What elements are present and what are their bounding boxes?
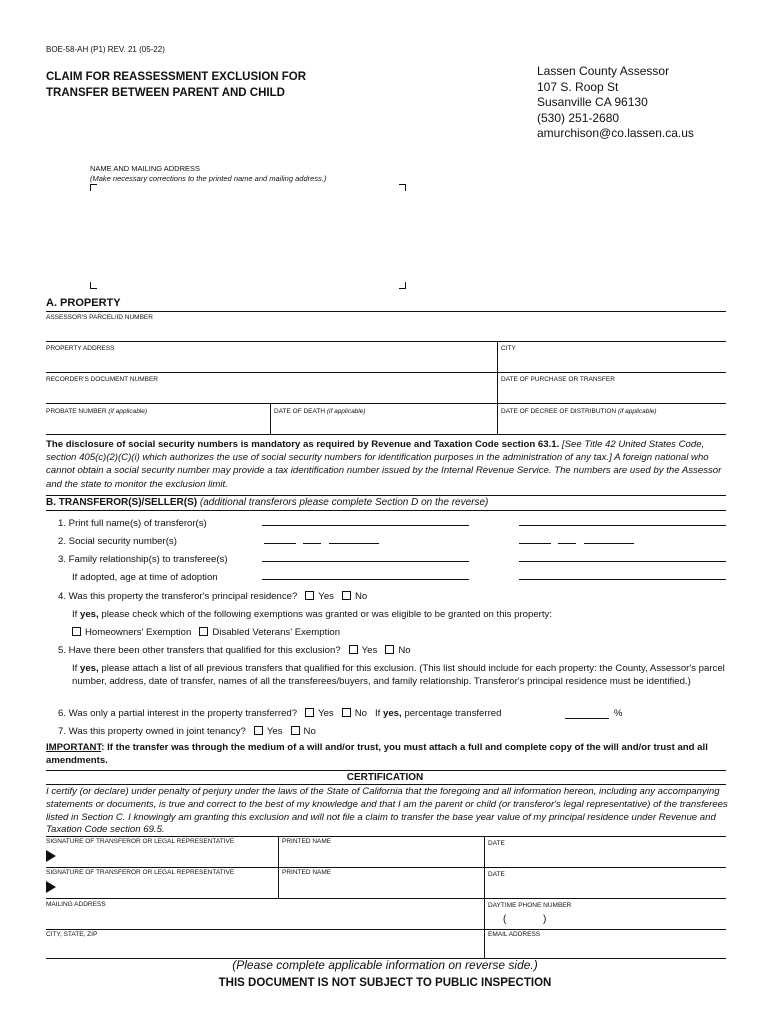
- field-divider: [46, 372, 726, 373]
- important-text: : If the transfer was through the medium of a will and/or trust, you must attach a full and complete copy of the will and/or trust and all amendments.: [46, 742, 708, 766]
- phone-open-paren: (: [503, 914, 507, 925]
- q5b-post: please attach a list of all previous transfers that qualified for this exclusion. (This list should include for each property: the County, Assessor's parcel number, address, date of transfer, names of all the transferees/buyers, and family relationship. Transferor's principal residence must be identified.): [72, 663, 725, 687]
- mailing-address-field-label: MAILING ADDRESS: [46, 901, 106, 908]
- address-window-corner: [90, 184, 97, 191]
- ssn-2-part-2-field[interactable]: [558, 543, 576, 544]
- daytime-phone-field[interactable]: [510, 912, 726, 928]
- assessor-city: Susanville CA 96130: [537, 95, 648, 109]
- q6-no-label: No: [354, 708, 367, 719]
- form-title-line-1: CLAIM FOR REASSESSMENT EXCLUSION FOR: [46, 71, 307, 83]
- certification-title: CERTIFICATION: [346, 772, 424, 783]
- death-note: (if applicable): [326, 408, 366, 415]
- section-divider: [46, 311, 726, 312]
- veterans-exemption-label: Disabled Veterans' Exemption: [212, 627, 341, 638]
- decree-note: (if applicable): [617, 408, 657, 415]
- q5b-if: If: [72, 663, 78, 674]
- field-divider: [46, 867, 726, 868]
- q6-label: 6. Was only a partial interest in the property transferred?: [58, 708, 298, 719]
- date-2-label: DATE: [488, 871, 505, 878]
- phone-close-paren: ): [543, 914, 547, 925]
- q7-row: [58, 725, 316, 738]
- q4b-post: please check which of the following exemptions was granted or was eligible to be granted on this property:: [101, 609, 553, 620]
- ssn-2-part-1-field[interactable]: [519, 543, 551, 544]
- field-divider: [497, 403, 498, 434]
- mailing-address-hint: (Make necessary corrections to the printed name and mailing address.): [90, 174, 327, 183]
- date-2-field[interactable]: [488, 879, 726, 897]
- decree-date-field[interactable]: [501, 416, 726, 434]
- q4b-text: [72, 608, 552, 621]
- q7-no-label: No: [303, 726, 316, 737]
- mailing-address-label: NAME AND MAILING ADDRESS: [90, 164, 201, 173]
- decree-label-text: DATE OF DECREE OF DISTRIBUTION: [501, 408, 617, 415]
- q4-no-checkbox[interactable]: [342, 591, 351, 600]
- q4-yes-label: Yes: [318, 591, 334, 602]
- q5-yes-checkbox[interactable]: [349, 645, 358, 654]
- q4b-if: If: [72, 609, 78, 620]
- reverse-side-note: (Please complete applicable information on reverse side.): [232, 958, 538, 972]
- parcel-number-label: ASSESSOR'S PARCEL/ID NUMBER: [46, 314, 153, 321]
- probate-label-text: PROBATE NUMBER: [46, 408, 107, 415]
- q6-no-checkbox[interactable]: [342, 708, 351, 717]
- q7-yes-label: Yes: [266, 726, 283, 737]
- section-divider: [46, 784, 726, 785]
- parcel-number-field[interactable]: [46, 322, 726, 340]
- probate-number-field[interactable]: [46, 416, 270, 434]
- section-a-title: A. PROPERTY: [46, 297, 121, 309]
- field-divider: [46, 836, 726, 837]
- q4-yes-checkbox[interactable]: [305, 591, 314, 600]
- adoption-age-1-field[interactable]: [262, 579, 469, 580]
- section-divider: [46, 495, 726, 496]
- q1-label: 1. Print full name(s) of transferor(s): [58, 518, 207, 529]
- relationship-2-field[interactable]: [519, 561, 726, 562]
- section-b-note: (additional transferors please complete Section D on the reverse): [199, 497, 489, 508]
- address-window-corner: [399, 184, 406, 191]
- section-divider: [46, 770, 726, 771]
- form-id: BOE-58-AH (P1) REV. 21 (05-22): [46, 45, 165, 54]
- field-divider: [484, 898, 485, 929]
- printed-name-1-field[interactable]: [282, 846, 482, 866]
- q6-yes-checkbox[interactable]: [305, 708, 314, 717]
- field-divider: [484, 836, 485, 867]
- assessor-email[interactable]: amurchison@co.lassen.ca.us: [537, 126, 694, 140]
- q2-label: 2. Social security number(s): [58, 536, 177, 547]
- signature-2-field[interactable]: [60, 877, 274, 897]
- purchase-date-field[interactable]: [501, 384, 726, 402]
- field-divider: [484, 867, 485, 898]
- q6-yes-bold: yes,: [383, 708, 402, 719]
- section-b-title-text: B. TRANSFEROR(S)/SELLER(S): [46, 497, 198, 508]
- q5-no-checkbox[interactable]: [385, 645, 394, 654]
- homeowners-exemption-checkbox[interactable]: [72, 627, 81, 636]
- signature-1-label: SIGNATURE OF TRANSFEROR OR LEGAL REPRESENTATIVE: [46, 838, 235, 845]
- address-window-corner: [399, 282, 406, 289]
- q6-row: [58, 707, 501, 720]
- purchase-date-label: DATE OF PURCHASE OR TRANSFER: [501, 376, 615, 383]
- certification-text: I certify (or declare) under penalty of perjury under the laws of the State of California that the foregoing and all information hereon, including any accompanying statements or documents, is true and correct to the best of my knowledge and that I am the parent or child (or transferor's legal representative) of the transferees listed in Section C. I knowingly am granting this exclusion and will not file a claim to transfer the base year value of my principal residence under Revenue and Taxation Code section 69.5.: [46, 786, 728, 836]
- field-divider: [497, 372, 498, 403]
- field-divider: [278, 867, 279, 898]
- city-state-zip-label: CITY, STATE, ZIP: [46, 931, 98, 938]
- important-label: IMPORTANT: [46, 742, 102, 753]
- date-of-death-label: [274, 408, 366, 415]
- recorder-document-label: RECORDER'S DOCUMENT NUMBER: [46, 376, 158, 383]
- adoption-age-2-field[interactable]: [519, 579, 726, 580]
- sign-here-arrow-icon: [46, 850, 56, 862]
- q5b-yes: yes,: [80, 663, 99, 674]
- ssn-disclosure: [46, 438, 728, 491]
- ssn-2-part-3-field[interactable]: [584, 543, 634, 544]
- q5-no-label: No: [398, 645, 411, 656]
- q4-label: 4. Was this property the transferor's principal residence?: [58, 591, 298, 602]
- form-title-line-2: TRANSFER BETWEEN PARENT AND CHILD: [46, 87, 285, 99]
- ssn-1-part-2-field[interactable]: [303, 543, 321, 544]
- q6-yes-label: Yes: [318, 708, 334, 719]
- probate-number-label: [46, 408, 147, 415]
- q6-if: If: [375, 708, 381, 719]
- assessor-street: 107 S. Roop St: [537, 79, 619, 94]
- assessor-name: Lassen County Assessor: [537, 64, 670, 78]
- q5-row: [58, 644, 411, 657]
- q7-no-checkbox[interactable]: [291, 726, 300, 735]
- section-b-title: [46, 497, 488, 508]
- percent-sign: %: [614, 708, 623, 719]
- q5-label: 5. Have there been other transfers that qualified for this exclusion?: [58, 645, 341, 656]
- mailing-address-field[interactable]: [46, 909, 482, 927]
- q3b-label: If adopted, age at time of adoption: [72, 572, 218, 583]
- homeowners-exemption-label: Homeowners' Exemption: [85, 627, 192, 638]
- percentage-transferred-field[interactable]: [565, 718, 609, 719]
- public-inspection-notice: THIS DOCUMENT IS NOT SUBJECT TO PUBLIC INSPECTION: [218, 977, 552, 989]
- q3-label: 3. Family relationship(s) to transferee(s): [58, 554, 228, 565]
- section-divider: [46, 510, 726, 511]
- field-divider: [497, 341, 498, 372]
- ssn-disclosure-bold: The disclosure of social security numbers is mandatory as required by Revenue and Taxation Code section 63.1.: [46, 439, 560, 450]
- recorder-document-field[interactable]: [46, 384, 496, 402]
- ssn-1-part-1-field[interactable]: [264, 543, 296, 544]
- email-address-field[interactable]: [488, 939, 726, 957]
- daytime-phone-label: DAYTIME PHONE NUMBER: [488, 902, 572, 909]
- probate-note: (if applicable): [108, 408, 148, 415]
- field-divider: [270, 403, 271, 434]
- printed-name-1-label: PRINTED NAME: [282, 838, 332, 845]
- assessor-address-block: [537, 64, 694, 142]
- city-label: CITY: [501, 345, 516, 352]
- field-divider: [278, 836, 279, 867]
- printed-name-2-label: PRINTED NAME: [282, 869, 332, 876]
- signature-2-label: SIGNATURE OF TRANSFEROR OR LEGAL REPRESENTATIVE: [46, 869, 235, 876]
- city-state-zip-field[interactable]: [46, 939, 482, 957]
- property-address-label: PROPERTY ADDRESS: [46, 345, 115, 352]
- address-window-corner: [90, 282, 97, 289]
- transferor-name-1-field[interactable]: [262, 525, 469, 526]
- mailing-address-label-block: [90, 164, 326, 184]
- veterans-exemption-checkbox[interactable]: [199, 627, 208, 636]
- date-1-field[interactable]: [488, 848, 726, 866]
- ssn-1-part-3-field[interactable]: [329, 543, 379, 544]
- q4b-yes: yes,: [80, 609, 99, 620]
- field-divider: [46, 403, 726, 404]
- transferor-name-2-field[interactable]: [519, 525, 726, 526]
- date-1-label: DATE: [488, 840, 505, 847]
- form-title: [46, 69, 386, 101]
- city-field[interactable]: [501, 353, 726, 371]
- ssn-disclosure-italic: [See Title 42 United States Code, section 405(c)(2)(C)(i) which authorizes the use of social security numbers for identification purposes in the administration of any tax.] A foreign national who cannot obtain a social security number may provide a tax identification number issued by the Internal Revenue Service. The numbers are used by the Assessor and the state to monitor the exclusion limit.: [46, 439, 722, 490]
- q5-yes-label: Yes: [361, 645, 378, 656]
- q7-label: 7. Was this property owned in joint tenancy?: [58, 726, 246, 737]
- q5b-text: [72, 662, 728, 688]
- property-address-field[interactable]: [46, 353, 496, 371]
- assessor-phone: (530) 251-2680: [537, 110, 620, 125]
- printed-name-2-field[interactable]: [282, 877, 482, 897]
- field-divider: [484, 929, 485, 958]
- email-address-label: EMAIL ADDRESS: [488, 931, 541, 938]
- q4-row: [58, 590, 367, 603]
- decree-date-label: [501, 408, 657, 415]
- signature-1-field[interactable]: [60, 846, 274, 866]
- field-divider: [46, 929, 726, 930]
- field-divider: [46, 898, 726, 899]
- q7-yes-checkbox[interactable]: [254, 726, 263, 735]
- field-divider: [46, 434, 726, 435]
- q4-no-label: No: [354, 591, 368, 602]
- relationship-1-field[interactable]: [262, 561, 469, 562]
- sign-here-arrow-icon: [46, 881, 56, 893]
- q6-percentage-label: percentage transferred: [404, 708, 502, 719]
- important-notice: [46, 742, 736, 767]
- field-divider: [46, 341, 726, 342]
- exemption-row: [64, 626, 340, 639]
- date-of-death-field[interactable]: [274, 416, 496, 434]
- death-label-text: DATE OF DEATH: [274, 408, 326, 415]
